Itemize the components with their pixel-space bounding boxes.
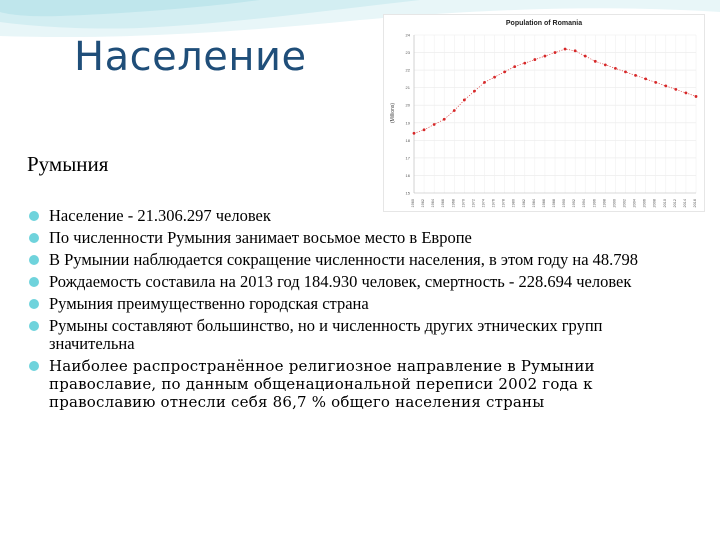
- x-tick-label: 2002: [622, 199, 627, 208]
- bullet-icon: [29, 233, 39, 243]
- data-point: [463, 99, 466, 102]
- x-tick-label: 1994: [582, 199, 587, 208]
- data-point: [503, 70, 506, 73]
- data-point: [433, 123, 436, 126]
- y-tick-label: 18: [405, 137, 410, 143]
- data-point: [604, 63, 607, 66]
- data-point: [644, 77, 647, 80]
- y-tick-label: 15: [405, 190, 410, 196]
- x-tick-label: 1998: [602, 199, 607, 208]
- data-point: [614, 67, 617, 70]
- bullet-icon: [29, 361, 39, 371]
- bullet-text: Население - 21.306.297 человек: [49, 206, 271, 225]
- data-point: [413, 132, 416, 135]
- data-point: [634, 74, 637, 77]
- data-point: [453, 109, 456, 112]
- data-point: [674, 88, 677, 91]
- x-tick-label: 1960: [411, 199, 415, 208]
- data-point: [483, 81, 486, 84]
- chart-y-ticks: [406, 33, 411, 196]
- y-tick-label: 17: [405, 155, 410, 161]
- bullet-item: [28, 273, 678, 291]
- bullet-icon: [29, 255, 39, 265]
- bullet-text: Наиболее распространённое религиозное направление в Румынии православие, по данным общенациональной переписи 2002 года к православию отнесли себя 86,7 % общего населения страны: [49, 357, 595, 411]
- x-tick-label: 2010: [662, 199, 667, 208]
- bullet-item: [28, 357, 678, 411]
- slide-subtitle: Румыния: [27, 152, 109, 176]
- population-chart-panel: [383, 14, 705, 212]
- x-tick-label: 1990: [562, 199, 567, 208]
- population-chart: [384, 15, 704, 211]
- bullet-icon: [29, 321, 39, 331]
- bullet-icon: [29, 299, 39, 309]
- bullet-text: Румыния преимущественно городская страна: [49, 294, 369, 313]
- x-tick-label: 1970: [461, 199, 466, 208]
- data-point: [564, 48, 567, 51]
- x-tick-label: 2008: [652, 199, 657, 208]
- x-tick-label: 1976: [491, 199, 496, 208]
- x-tick-label: 2000: [612, 199, 617, 208]
- y-tick-label: 22: [405, 67, 410, 73]
- bullet-text: По численности Румыния занимает восьмое место в Европе: [49, 228, 472, 247]
- x-tick-label: 1972: [471, 199, 476, 208]
- x-tick-label: 1986: [541, 199, 546, 208]
- chart-title: Population of Romania: [505, 20, 583, 27]
- bullet-item: [28, 207, 678, 225]
- bullet-list: [28, 207, 678, 415]
- data-point: [513, 65, 516, 68]
- data-point: [685, 92, 688, 95]
- data-point: [664, 85, 667, 88]
- bullet-icon: [29, 277, 39, 287]
- data-point: [533, 58, 536, 61]
- data-point: [523, 62, 526, 65]
- bullet-icon: [29, 211, 39, 221]
- x-tick-label: 1996: [592, 199, 597, 208]
- data-point: [594, 60, 597, 63]
- y-tick-label: 23: [405, 50, 410, 56]
- bullet-item: [28, 317, 678, 353]
- data-point: [654, 81, 657, 84]
- data-point: [574, 49, 577, 52]
- data-point: [473, 90, 476, 93]
- y-tick-label: 24: [405, 32, 410, 38]
- y-tick-label: 16: [405, 172, 410, 178]
- data-point: [695, 95, 698, 98]
- x-tick-label: 1968: [451, 199, 456, 208]
- y-tick-label: 19: [405, 120, 410, 126]
- x-tick-label: 1964: [431, 199, 436, 208]
- bullet-text: В Румынии наблюдается сокращение численности населения, в этом году на 48.798: [49, 250, 639, 269]
- data-point: [584, 55, 587, 58]
- data-point: [624, 70, 627, 73]
- data-point: [554, 51, 557, 54]
- bullet-text: Рождаемость составила на 2013 год 184.930 человек, смертность - 228.694 человек: [49, 272, 632, 291]
- x-tick-label: 1992: [572, 199, 577, 208]
- bullet-text: Румыны составляют большинство, но и численность других этнических групп значительна: [49, 316, 603, 353]
- data-point: [544, 55, 547, 58]
- x-tick-label: 1982: [521, 199, 526, 208]
- x-tick-label: 2016: [693, 199, 697, 208]
- bullet-item: [28, 229, 678, 247]
- chart-ylabel: (Millions): [390, 103, 396, 123]
- slide-title: Население: [74, 34, 307, 80]
- y-tick-label: 21: [405, 85, 410, 91]
- x-tick-label: 1978: [501, 199, 506, 208]
- data-point: [423, 128, 426, 131]
- data-point: [493, 76, 496, 79]
- data-point: [443, 118, 446, 121]
- x-tick-label: 1980: [511, 199, 516, 208]
- x-tick-label: 1988: [552, 199, 556, 208]
- x-tick-label: 2006: [642, 199, 647, 208]
- y-tick-label: 20: [405, 102, 410, 108]
- x-tick-label: 2004: [632, 198, 637, 208]
- bullet-item: [28, 251, 678, 269]
- x-tick-label: 2014: [682, 199, 687, 208]
- bullet-item: [28, 295, 678, 313]
- x-tick-label: 1966: [441, 199, 446, 208]
- chart-grid: [414, 35, 696, 193]
- x-tick-label: 1984: [531, 199, 536, 208]
- x-tick-label: 1962: [421, 199, 426, 208]
- x-tick-label: 2012: [672, 199, 677, 208]
- x-tick-label: 1974: [481, 199, 486, 208]
